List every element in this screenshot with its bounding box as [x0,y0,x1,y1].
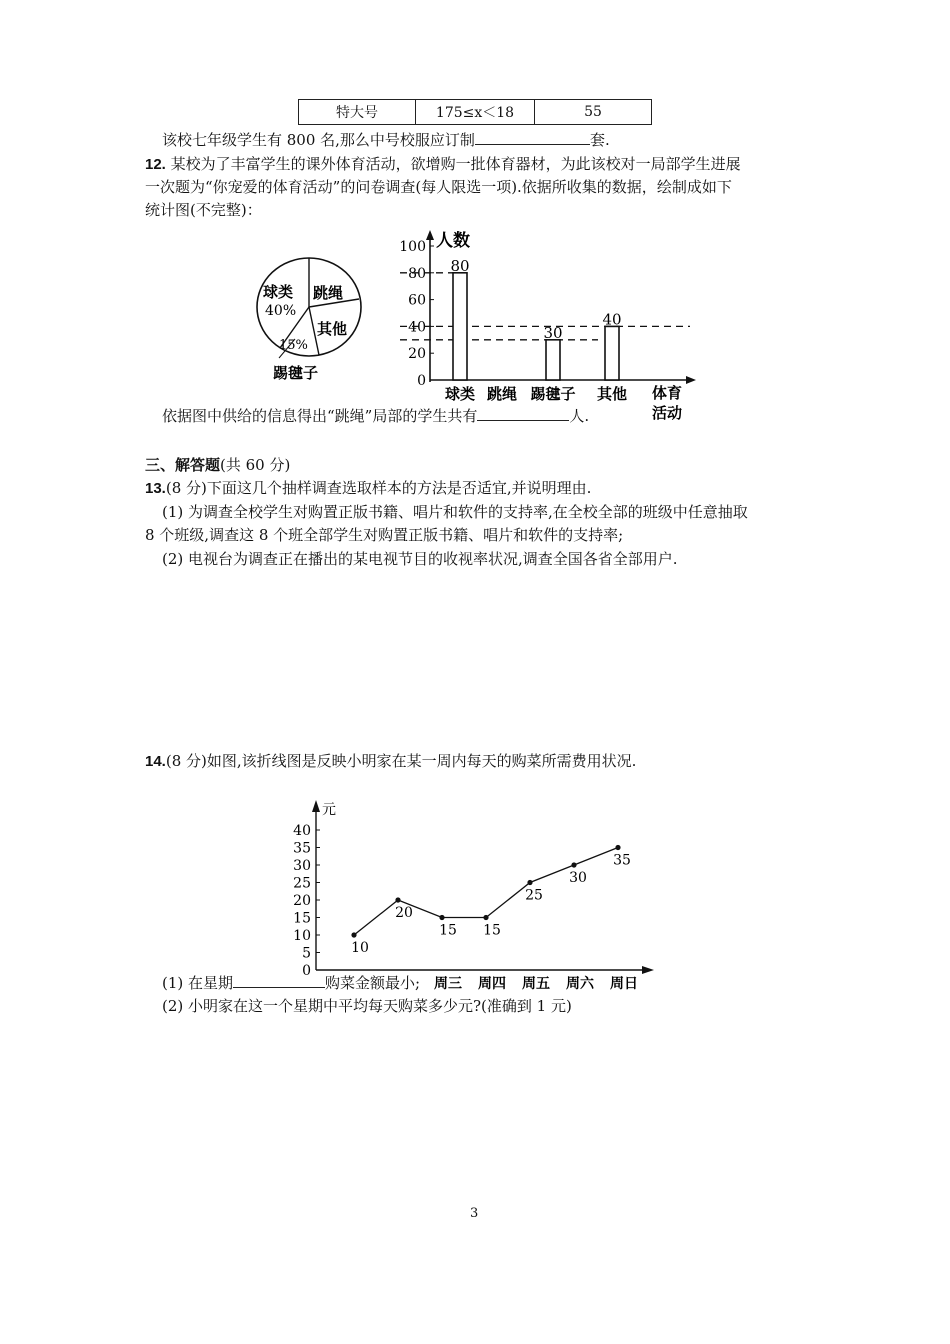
pie-chart [255,255,370,385]
line-y-tick-label: 40 [293,823,311,839]
bar [453,273,467,380]
line-point [483,915,488,920]
bar-x-axis-arrow [686,376,696,384]
q14-answer-blank [233,972,325,988]
q14-part1 [162,972,420,993]
q13-stem-line [145,478,591,499]
bar-y-tick-label: 60 [408,292,426,309]
size-table [298,99,652,125]
q13-stem: (8 分)下面这几个抽样调查选取样本的方法是否适宜,并说明理由. [165,479,592,497]
line-y-tick-label: 10 [293,928,311,944]
line-value-label: 10 [351,940,369,956]
line-point [527,880,532,885]
q12-line2: 一次题为“你宠爱的体育活动”的问卷调查(每人限选一项).依据所收集的数据，绘制成如下 [145,178,732,196]
line-y-tick-label: 35 [293,840,311,857]
bar-value-label: 40 [602,310,622,329]
q12-number: 12. [145,156,166,173]
pie-label-ball: 球类 [263,283,294,301]
table-cell-size: 特大号 [299,100,416,125]
bar-category-label: 踢毽子 [530,385,576,403]
q14-part2: (2) 小明家在这一个星期中平均每天购菜多少元?(准确到 1 元) [162,997,572,1015]
section3-heading-line [145,455,290,476]
q11-tail-text: 该校七年级学生有 800 名,那么中号校服应订制 [162,131,475,149]
bar-chart [390,228,710,428]
bar-x-label-line2: 活动 [652,404,683,422]
line-y-tick-label: 15 [293,910,311,927]
line-category-label: 周六 [566,976,594,992]
table-cell-count: 55 [535,100,652,125]
q13-part1-line1: (1) 为调查全校学生对购置正版书籍、唱片和软件的支持率,在全校全部的班级中任意抽取 [162,503,748,521]
line-y-tick-label: 25 [293,875,311,892]
q14-number: 14. [145,753,166,770]
line-point [439,915,444,920]
q12-line3: 统计图(不完整)： [145,201,262,219]
q13-part1-line2: 8 个班级,调查这 8 个班全部学生对购置正版书籍、唱片和软件的支持率; [145,526,624,544]
q11-tail-after: 套. [589,131,610,149]
q14-part1-prefix: (1) 在星期 [162,974,234,992]
bar-y-tick-label: 40 [408,319,426,336]
line-y-tick-label: 30 [293,858,311,874]
page-number: 3 [470,1206,479,1221]
q14-part1-suffix: 购菜金额最小; [325,974,421,992]
bar-value-label: 80 [450,256,470,275]
q12-question-after: 人. [569,407,590,425]
line-y-tick-label: 20 [293,893,311,909]
pie-label-other: 其他 [317,320,348,338]
bar-y-tick-label: 0 [417,373,426,389]
line-category-label: 周三 [434,976,462,992]
line-value-label: 20 [395,905,413,921]
line-y-label: 元 [322,802,336,818]
line-point [395,897,400,902]
bar-y-axis-arrow [426,230,434,240]
line-x-axis-arrow [642,966,654,974]
q12-answer-blank [477,405,569,421]
bar-category-label: 跳绳 [486,385,518,403]
table-row [299,100,652,125]
q11-answer-blank [475,129,590,145]
q11-tail [162,129,610,150]
line-value-label: 15 [483,922,501,939]
bar-value-label: 30 [543,323,563,342]
line-point [571,862,576,867]
pie-label-rope: 跳绳 [313,284,344,302]
bar [605,326,619,380]
bar-x-label-line1: 体育 [652,384,683,402]
q12-question-text: 依据图中供给的信息得出“跳绳”局部的学生共有 [162,407,478,425]
line-category-label: 周四 [478,976,506,992]
table-cell-range: 175≤x＜18 [416,100,535,125]
line-value-label: 15 [439,922,457,939]
section3-heading: 三、解答题 [145,457,221,474]
q14-stem-line [145,751,636,772]
line-category-label: 周日 [610,976,638,992]
q14-stem: (8 分)如图,该折线图是反映小明家在某一周内每天的购菜所需费用状况. [165,752,637,770]
line-point [615,845,620,850]
line-value-label: 35 [613,852,631,869]
q13-number: 13. [145,480,166,497]
pie-label-ball-percent: 40% [265,303,297,319]
bar-y-tick-label: 100 [399,239,426,255]
line-point [351,932,356,937]
q13-part2: (2) 电视台为调查正在播出的某电视节目的收视率状况,调查全国各省全部用户. [162,550,678,568]
pie-label-shuttlecock-percent: 15% [279,338,308,353]
line-category-label: 周五 [522,976,550,992]
line-y-tick-label: 0 [302,963,311,979]
bar [546,340,560,380]
bar-y-tick-label: 20 [408,346,426,363]
line-y-tick-label: 5 [302,945,311,962]
q12-question [162,405,589,426]
section3-points: (共 60 分) [220,456,291,474]
bar-category-label: 其他 [596,385,628,403]
line-value-label: 30 [569,870,587,886]
bar-y-label: 人数 [436,231,470,251]
pie-label-shuttlecock: 踢毽子 [273,364,319,382]
line-chart [280,796,670,996]
q12-line1-text: 某校为了丰富学生的课外体育活动，欲增购一批体育器材，为此该校对一局部学生进展 [170,155,741,173]
bar-y-tick-label: 80 [408,265,426,282]
line-value-label: 25 [525,887,543,904]
line-y-axis-arrow [312,800,320,812]
q12-line1 [145,154,741,175]
bar-category-label: 球类 [444,385,476,403]
